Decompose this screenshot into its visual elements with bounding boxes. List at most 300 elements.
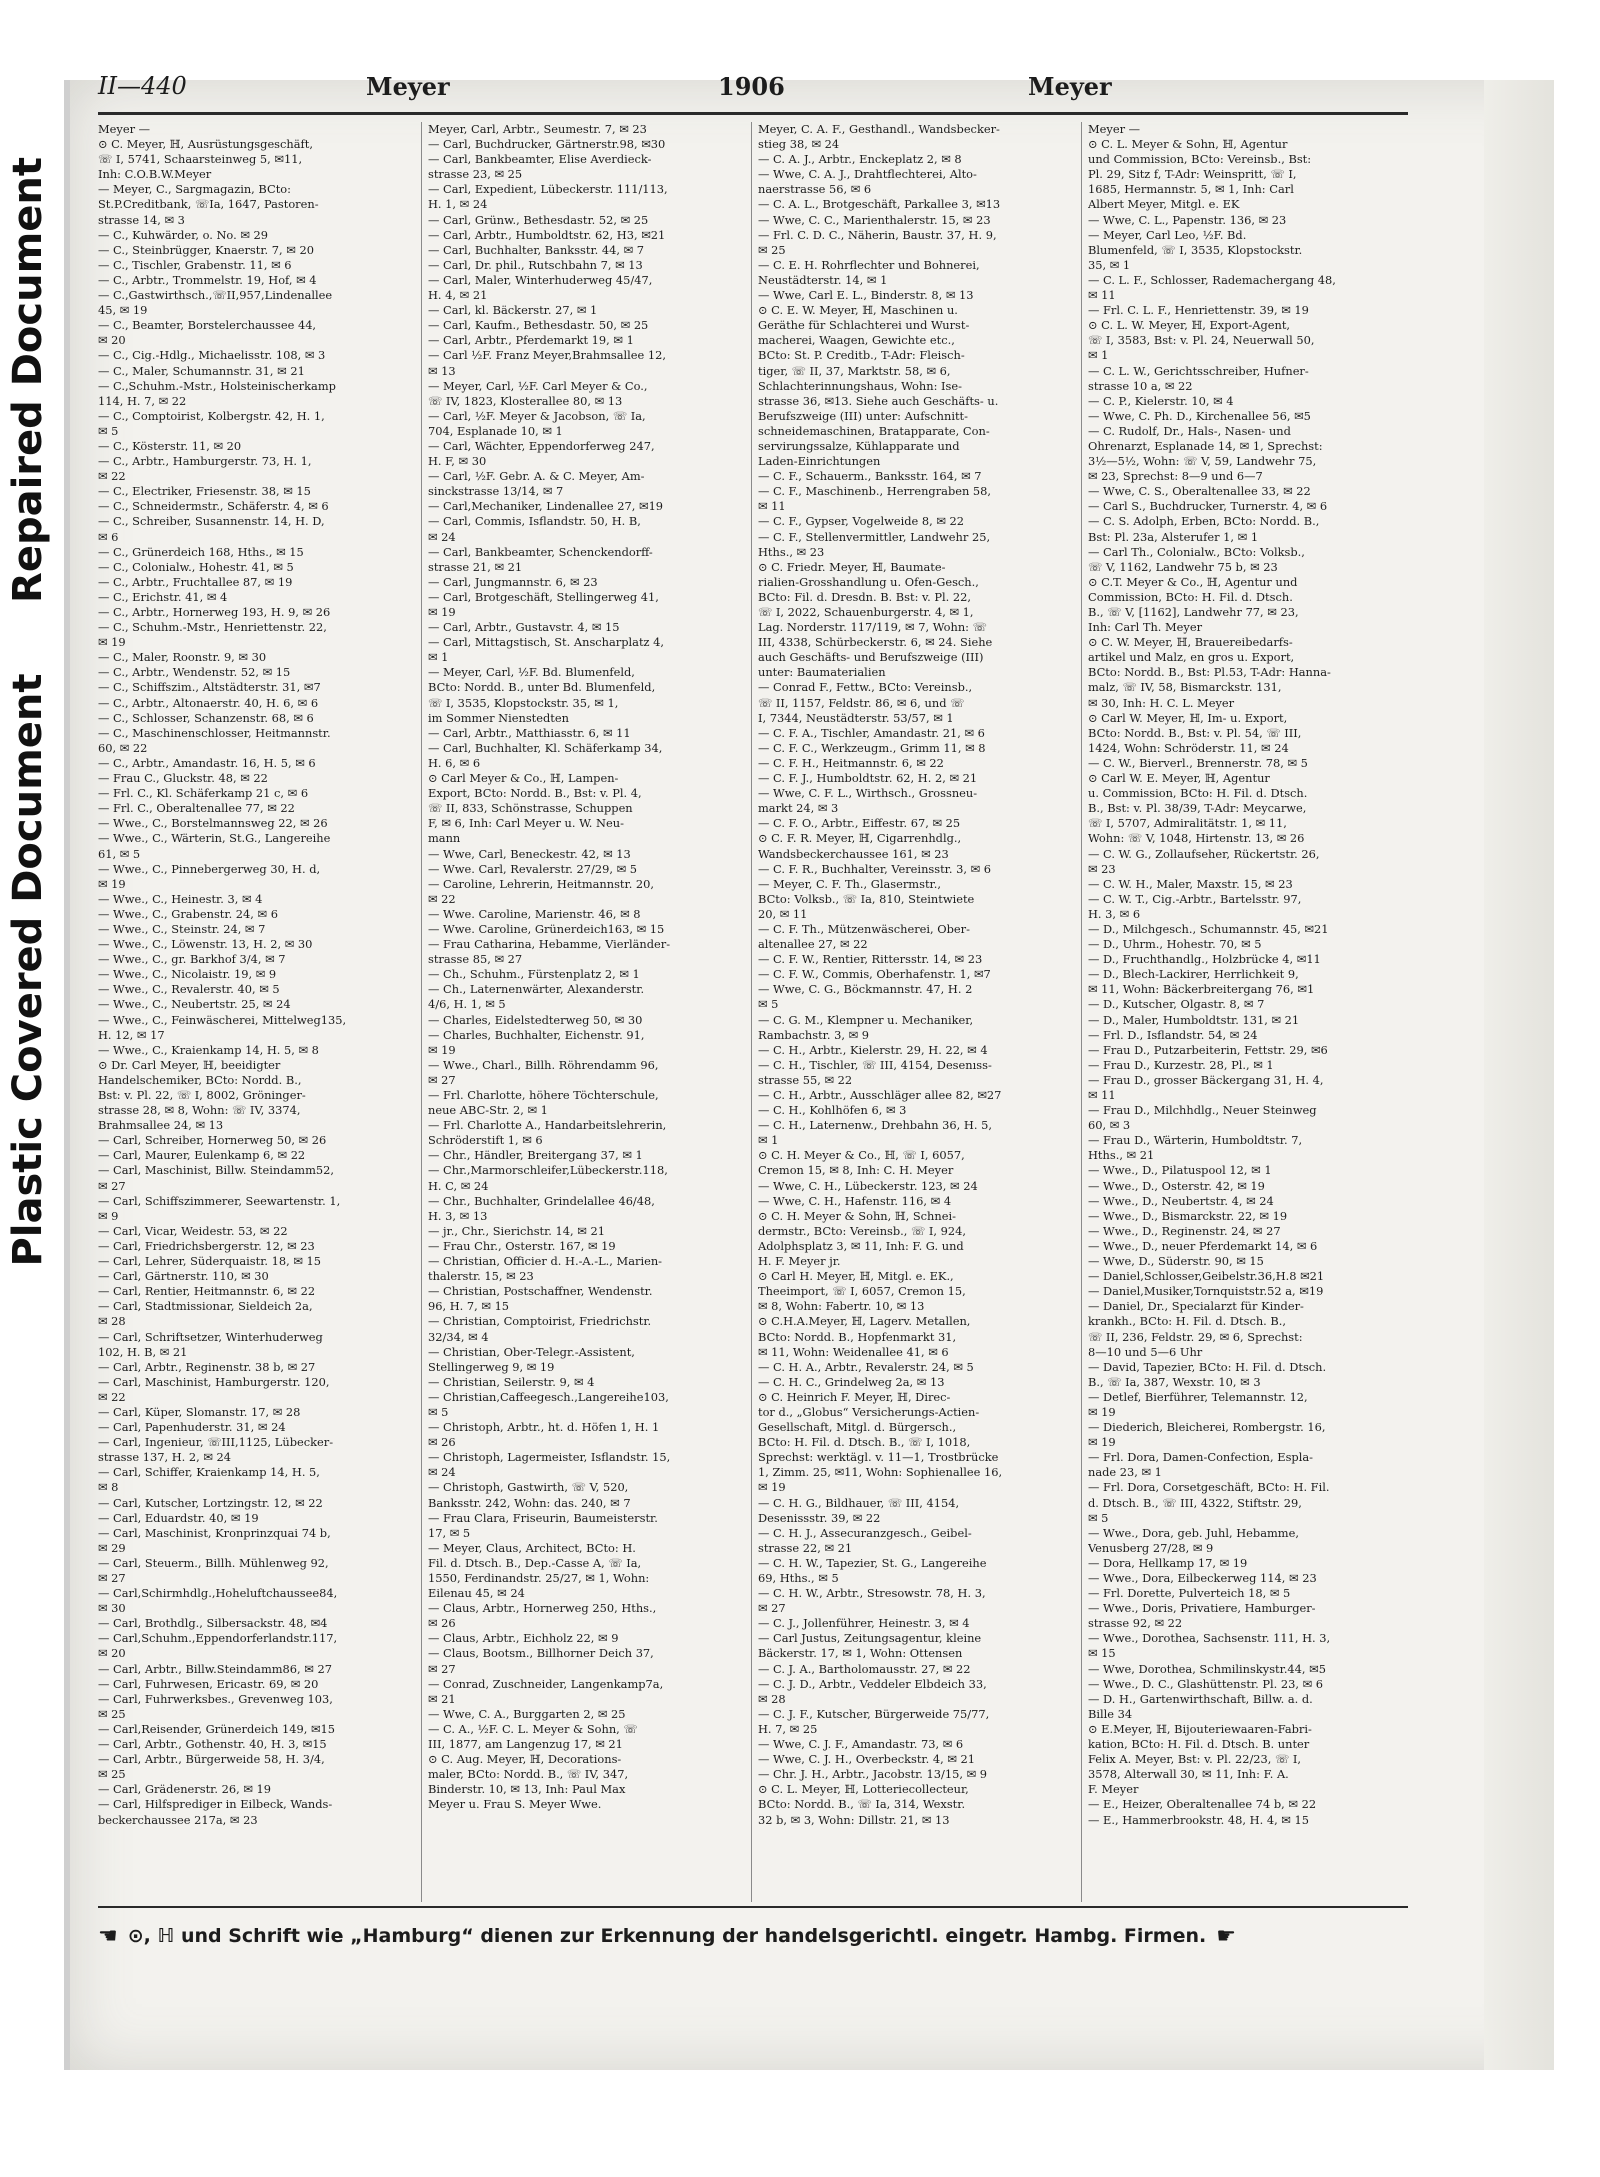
directory-entry-line: — Carl, Arbtr., Gustavstr. 4, ✉ 15 (428, 620, 620, 635)
directory-entry-line: Meyer — (1088, 122, 1141, 136)
directory-entry-line: — Meyer, C. F. Th., Glasermstr., (758, 876, 941, 891)
directory-entry-line: BCto: Nordd. B., Hopfenmarkt 31, (758, 1329, 957, 1344)
directory-entry-line: St.P.Creditbank, ☏Ia, 1647, Pastoren- (98, 197, 319, 212)
directory-entry-line: tor d., „Globus“ Versicherungs-Actien- (758, 1404, 980, 1419)
directory-entry-line: ☏ II, 236, Feldstr. 29, ✉ 6, Sprechst: (1088, 1329, 1303, 1344)
directory-entry-line: ✉ 22 (98, 1389, 126, 1404)
directory-entry-line: — C. W. H., Maler, Maxstr. 15, ✉ 23 (1088, 876, 1293, 891)
directory-entry-line: — Frl. Dorette, Pulverteich 18, ✉ 5 (1088, 1586, 1291, 1601)
directory-entry-line: Schröderstift 1, ✉ 6 (428, 1133, 543, 1148)
directory-entry-line: — Carl Th., Colonialw., BCto: Volksb., (1088, 544, 1305, 559)
directory-entry-line: macherei, Waagen, Gewichte etc., (758, 333, 955, 348)
directory-entry-line: Schlachterinnungshaus, Wohn: Ise- (758, 378, 962, 393)
directory-entry-line: — C., Kuhwärder, o. No. ✉ 29 (98, 227, 268, 242)
page-header (98, 68, 1406, 114)
directory-entry-line: — Wwe, Carl, Beneckestr. 42, ✉ 13 (428, 846, 631, 861)
directory-entry-line: — Carl, Grünw., Bethesdastr. 52, ✉ 25 (428, 212, 649, 227)
directory-entry-line: — Carl, Stadtmissionar, Sieldeich 2a, (98, 1299, 313, 1314)
directory-entry-line: ✉ 22 (428, 891, 456, 906)
directory-entry-line: — Wwe., C., Neubertstr. 25, ✉ 24 (98, 997, 291, 1012)
directory-entry-line: ✉ 26 (428, 1435, 456, 1450)
directory-entry-line: H. F. Meyer jr. (758, 1254, 841, 1269)
directory-entry-line: Lag. Norderstr. 117/119, ✉ 7, Wohn: ☏ (758, 620, 987, 635)
directory-entry-line: — Frl. C., Kl. Schäferkamp 21 c, ✉ 6 (98, 786, 309, 801)
directory-entry-line: — Carl, Schreiber, Hornerweg 50, ✉ 26 (98, 1133, 327, 1148)
directory-column-4 (1088, 122, 1404, 1902)
directory-entry-line: Adolphsplatz 3, ✉ 11, Inh: F. G. und (758, 1238, 964, 1253)
directory-entry-line: — Carl,Schuhm.,Eppendorferlandstr.117, (98, 1631, 338, 1646)
directory-entry-line: — Carl, Kutscher, Lortzingstr. 12, ✉ 22 (98, 1495, 323, 1510)
directory-entry-line: H. 12, ✉ 17 (98, 1027, 165, 1042)
directory-entry-line: Fil. d. Dtsch. B., Dep.-Casse A, ☏ Ia, (428, 1555, 642, 1570)
directory-entry-line: — Frl. C., Oberaltenallee 77, ✉ 22 (98, 801, 295, 816)
directory-entry-line: — C.,Schuhm.-Mstr., Holsteinischerkamp (98, 378, 336, 393)
directory-entry-line: H. 4, ✉ 21 (428, 288, 488, 303)
directory-entry-line: altenallee 27, ✉ 22 (758, 937, 868, 952)
directory-entry-line: 4/6, H. 1, ✉ 5 (428, 997, 506, 1012)
directory-entry-line: — Frau Chr., Osterstr. 167, ✉ 19 (428, 1238, 616, 1253)
directory-entry-line: B., ☏ V, [1162], Landwehr 77, ✉ 23, (1088, 605, 1299, 619)
directory-entry-line: — Frl. C. D. C., Näherin, Baustr. 37, H. 9, (758, 227, 997, 242)
directory-entry-line: — Carl S., Buchdrucker, Turnerstr. 4, ✉ 6 (1088, 499, 1328, 514)
directory-entry-line: — Wwe., C., Borstelmannsweg 22, ✉ 26 (98, 816, 328, 831)
directory-column-2 (428, 122, 744, 1902)
directory-entry-line: — Christian, Ober-Telegr.-Assistent, (428, 1344, 635, 1359)
directory-entry-line: tiger, ☏ II, 37, Marktstr. 58, ✉ 6, (758, 363, 951, 378)
directory-entry-line: F. Meyer (1088, 1782, 1139, 1797)
directory-entry-line: — C. E. H. Rohrflechter und Bohnerei, (758, 257, 980, 272)
directory-entry-line: — C. F. W., Commis, Oberhafenstr. 1, ✉7 (758, 967, 991, 982)
directory-entry-line: und Commission, BCto: Vereinsb., Bst: (1088, 152, 1312, 167)
directory-entry-line: — C.,Gastwirthsch.,☏II,957,Lindenallee (98, 288, 333, 303)
directory-entry-line: — Carl, Expedient, Lübeckerstr. 111/113, (428, 182, 668, 197)
directory-entry-line: — Frau D., Milchhdlg., Neuer Steinweg (1088, 1103, 1317, 1118)
directory-entry-line: — Frau C., Gluckstr. 48, ✉ 22 (98, 771, 268, 786)
page-number: II—440 (98, 72, 187, 100)
directory-entry-line: strasse 10 a, ✉ 22 (1088, 378, 1193, 393)
directory-entry-line: — Carl, kl. Bäckerstr. 27, ✉ 1 (428, 303, 598, 318)
directory-entry-line: — Charles, Buchhalter, Eichenstr. 91, (428, 1027, 645, 1042)
directory-entry-line: ⊙ C. H. Meyer & Co., ℍ, ☏ I, 6057, (758, 1148, 965, 1163)
directory-column-1 (98, 122, 414, 1902)
directory-entry-line: Commission, BCto: H. Fil. d. Dtsch. (1088, 589, 1293, 604)
directory-entry-line: — Wwe, C. J. H., Overbeckstr. 4, ✉ 21 (758, 1752, 975, 1767)
directory-entry-line: ✉ 11, Wohn: Bäckerbreitergang 76, ✉1 (1088, 982, 1315, 997)
directory-entry-line: — C., Grünerdeich 168, Hths., ✉ 15 (98, 544, 304, 559)
directory-entry-line: dermstr., BCto: Vereinsb., ☏ I, 924, (758, 1223, 966, 1238)
directory-entry-line: 3½—5½, Wohn: ☏ V, 59, Landwehr 75, (1088, 454, 1317, 469)
directory-entry-line: — Daniel, Dr., Specialarzt für Kinder- (1088, 1299, 1304, 1314)
directory-entry-line: — jr., Chr., Sierichstr. 14, ✉ 21 (428, 1223, 605, 1238)
directory-entry-line: — C., Maler, Roonstr. 9, ✉ 30 (98, 650, 267, 665)
directory-entry-line: — Chr., Buchhalter, Grindelallee 46/48, (428, 1193, 655, 1208)
directory-entry-line: — Wwe., C., Revalerstr. 40, ✉ 5 (98, 982, 280, 997)
directory-entry-line: H. 3, ✉ 6 (1088, 906, 1141, 921)
directory-entry-line: 96, H. 7, ✉ 15 (428, 1299, 510, 1314)
directory-entry-line: strasse 23, ✉ 25 (428, 167, 523, 182)
directory-entry-line: markt 24, ✉ 3 (758, 801, 839, 816)
directory-entry-line: — C. J. D., Arbtr., Veddeler Elbdeich 33, (758, 1676, 987, 1691)
directory-entry-line: — Carl, Brotgeschäft, Stellingerweg 41, (428, 589, 659, 604)
directory-entry-line: — C. H. G., Bildhauer, ☏ III, 4154, (758, 1495, 960, 1510)
directory-entry-line: ⊙ Carl Meyer & Co., ℍ, Lampen- (428, 771, 619, 786)
directory-entry-line: — Carl Justus, Zeitungsagentur, kleine (758, 1631, 982, 1646)
directory-entry-line: — C. J. A., Bartholomausstr. 27, ✉ 22 (758, 1661, 971, 1676)
directory-entry-line: krankh., BCto: H. Fil. d. Dtsch. B., (1088, 1314, 1287, 1329)
directory-entry-line: — Carl, Jungmannstr. 6, ✉ 23 (428, 574, 598, 589)
directory-entry-line: Export, BCto: Nordd. B., Bst: v. Pl. 4, (428, 786, 642, 801)
directory-entry-line: 1685, Hermannstr. 5, ✉ 1, Inh: Carl (1088, 182, 1294, 197)
directory-entry-line: — C. G. M., Klempner u. Mechaniker, (758, 1012, 974, 1027)
directory-entry-line: Geräthe für Schlachterei und Wurst- (758, 318, 970, 333)
directory-entry-line: — Wwe., C., Heinestr. 3, ✉ 4 (98, 891, 263, 906)
directory-entry-line: ⊙ C. W. Meyer, ℍ, Brauereibedarfs- (1088, 635, 1293, 650)
directory-entry-line: — Carl, Maschinist, Kronprinzquai 74 b, (98, 1525, 331, 1540)
directory-entry-line: F, ✉ 6, Inh: Carl Meyer u. W. Neu- (428, 816, 624, 831)
directory-entry-line: ✉ 9 (98, 1208, 119, 1223)
directory-entry-line: — Wwe., C., Nicolaistr. 19, ✉ 9 (98, 967, 277, 982)
directory-entry-line: H. F, ✉ 30 (428, 454, 487, 469)
directory-entry-line: — C. J., Jollenführer, Heinestr. 3, ✉ 4 (758, 1616, 970, 1631)
directory-entry-line: malz, ☏ IV, 58, Bismarckstr. 131, (1088, 680, 1282, 695)
directory-entry-line: ⊙ C.H.A.Meyer, ℍ, Lagerv. Metallen, (758, 1314, 971, 1329)
directory-entry-line: B., Bst: v. Pl. 38/39, T-Adr: Meycarwe, (1088, 801, 1307, 816)
directory-entry-line: servirungssalze, Kühlapparate und (758, 438, 960, 453)
directory-entry-line: — Carl, Maurer, Eulenkamp 6, ✉ 22 (98, 1148, 306, 1163)
directory-entry-line: — Frl. C. L. F., Henriettenstr. 39, ✉ 19 (1088, 303, 1309, 318)
directory-entry-line: ✉ 1 (758, 1133, 779, 1148)
directory-entry-line: — D., Milchgesch., Schumannstr. 45, ✉21 (1088, 921, 1329, 936)
directory-entry-line: — Wwe., D., Neubertstr. 4, ✉ 24 (1088, 1193, 1274, 1208)
directory-entry-line: ⊙ C. L. W. Meyer, ℍ, Export-Agent, (1088, 318, 1291, 333)
directory-entry-line: — Christoph, Gastwirth, ☏ V, 520, (428, 1480, 629, 1495)
directory-entry-line: — Wwe, C. S., Oberaltenallee 33, ✉ 22 (1088, 484, 1311, 499)
directory-entry-line: ✉ 19 (758, 1480, 786, 1495)
directory-entry-line: Hths., ✉ 23 (758, 544, 825, 559)
directory-entry-line: ⊙ C.T. Meyer & Co., ℍ, Agentur und (1088, 574, 1298, 589)
directory-entry-line: mann (428, 831, 461, 846)
directory-entry-line: I, 7344, Neustädterstr. 53/57, ✉ 1 (758, 710, 954, 725)
directory-entry-line: ⊙ C. F. R. Meyer, ℍ, Cigarrenhdlg., (758, 831, 962, 846)
directory-entry-line: — C. H. W., Tapezier, St. G., Langereihe (758, 1555, 987, 1570)
directory-entry-line: — C. F., Gypser, Vogelweide 8, ✉ 22 (758, 514, 965, 529)
footer-note: ⊙, ℍ und Schrift wie „Hamburg“ dienen zur Erkennung der handelsgerichtl. eingetr. Hambg. Firmen. (127, 1925, 1207, 1947)
directory-entry-line: — C., Maschinenschlosser, Heitmannstr. (98, 725, 331, 740)
directory-entry-line: — Carl ½F. Franz Meyer,Brahmsallee 12, (428, 348, 667, 363)
directory-entry-line: 45, ✉ 19 (98, 303, 148, 318)
directory-entry-line: — Carl, Arbtr., Reginenstr. 38 b, ✉ 27 (98, 1359, 316, 1374)
directory-entry-line: Inh: Carl Th. Meyer (1088, 620, 1203, 635)
directory-entry-line: ✉ 27 (98, 1178, 126, 1193)
directory-entry-line: — Wwe., C., Kraienkamp 14, H. 5, ✉ 8 (98, 1042, 319, 1057)
directory-entry-line: — Chr.,Marmorschleifer,Lübeckerstr.118, (428, 1163, 668, 1178)
directory-entry-line: — Carl, Rentier, Heitmannstr. 6, ✉ 22 (98, 1284, 316, 1299)
directory-entry-line: ⊙ C. Heinrich F. Meyer, ℍ, Direc- (758, 1389, 951, 1404)
repaired-document-label: Repaired Document (5, 157, 51, 603)
pointing-hand-icon: ☛ (1216, 1923, 1236, 1949)
directory-entry-line: Bst: Pl. 23a, Alsterufer 1, ✉ 1 (1088, 529, 1259, 544)
directory-entry-line: u. Commission, BCto: H. Fil. d. Dtsch. (1088, 786, 1308, 801)
directory-entry-line: ✉ 22 (98, 469, 126, 484)
directory-entry-line: — Meyer, Claus, Architect, BCto: H. (428, 1540, 636, 1555)
directory-entry-line: — Carl, Grädenerstr. 26, ✉ 19 (98, 1782, 271, 1797)
directory-entry-line: ✉ 19 (98, 635, 126, 650)
directory-entry-line: ✉ 27 (98, 1571, 126, 1585)
directory-entry-line: ✉ 1 (428, 650, 449, 665)
directory-entry-line: — Wwe., C., Löwenstr. 13, H. 2, ✉ 30 (98, 937, 313, 952)
directory-entry-line: — Daniel,Musiker,Tornquiststr.52 a, ✉19 (1088, 1284, 1324, 1299)
directory-entry-line: — C., Steinbrügger, Knaerstr. 7, ✉ 20 (98, 242, 314, 257)
directory-entry-line: — David, Tapezier, BCto: H. Fil. d. Dtsch. (1088, 1359, 1327, 1374)
directory-entry-line: ⊙ C. Friedr. Meyer, ℍ, Baumate- (758, 559, 946, 574)
directory-entry-line: ⊙ C. E. W. Meyer, ℍ, Maschinen u. (758, 303, 958, 318)
directory-entry-line: Handelschemiker, BCto: Nordd. B., (98, 1072, 302, 1087)
directory-entry-line: — C., Electriker, Friesenstr. 38, ✉ 15 (98, 484, 311, 499)
directory-entry-line: 1550, Ferdinandstr. 25/27, ✉ 1, Wohn: (428, 1571, 650, 1585)
directory-entry-line: — Wwe., C., Wärterin, St.G., Langereihe (98, 831, 331, 846)
directory-entry-line: — C. H. A., Arbtr., Revalerstr. 24, ✉ 5 (758, 1359, 974, 1374)
directory-entry-line: ✉ 28 (758, 1691, 786, 1706)
directory-entry-line: BCto: Nordd. B., Bst: v. Pl. 54, ☏ III, (1088, 725, 1302, 740)
directory-entry-line: — Carl, Eduardstr. 40, ✉ 19 (98, 1510, 259, 1525)
directory-entry-line: — Carl, Buchdrucker, Gärtnerstr.98, ✉30 (428, 137, 666, 152)
directory-entry-line: — Carl, ½F. Gebr. A. & C. Meyer, Am- (428, 469, 645, 484)
directory-entry-line: ✉ 30 (98, 1601, 126, 1616)
directory-entry-line: — Carl, Steuerm., Billh. Mühlenweg 92, (98, 1555, 329, 1570)
directory-entry-line: Ohrenarzt, Esplanade 14, ✉ 1, Sprechst: (1088, 438, 1323, 453)
directory-entry-line: ✉ 15 (1088, 1646, 1116, 1661)
directory-entry-line: — Carl, Papenhuderstr. 31, ✉ 24 (98, 1420, 286, 1435)
directory-entry-line: — C., Schreiber, Susannenstr. 14, H. D, (98, 514, 325, 529)
directory-entry-line: H. 1, ✉ 24 (428, 197, 488, 212)
directory-entry-line: — C. S. Adolph, Erben, BCto: Nordd. B., (1088, 514, 1320, 529)
directory-entry-line: — C., Arbtr., Altonaerstr. 40, H. 6, ✉ 6 (98, 695, 319, 710)
directory-entry-line: — C. F. H., Heitmannstr. 6, ✉ 22 (758, 755, 944, 770)
directory-entry-line: 704, Esplanade 10, ✉ 1 (428, 423, 563, 438)
directory-entry-line: BCto: Nordd. B., ☏ Ia, 314, Wexstr. (758, 1797, 966, 1812)
directory-entry-line: — Christian, Officier d. H.-A.-L., Marien- (428, 1254, 663, 1269)
directory-entry-line: Bst: v. Pl. 22, ☏ I, 8002, Gröninger- (98, 1088, 306, 1102)
directory-entry-line: 60, ✉ 3 (1088, 1118, 1131, 1133)
directory-entry-line: — Wwe., D., Pilatuspool 12, ✉ 1 (1088, 1163, 1272, 1178)
footer-rule (98, 1906, 1408, 1908)
directory-entry-line: — Carl, Lehrer, Süderquaistr. 18, ✉ 15 (98, 1254, 322, 1269)
directory-entry-line: Stellingerweg 9, ✉ 19 (428, 1359, 555, 1374)
directory-entry-line: — C., Arbtr., Fruchtallee 87, ✉ 19 (98, 574, 293, 589)
directory-entry-line: — C. W. G., Zollaufseher, Rückertstr. 26, (1088, 846, 1320, 861)
directory-entry-line: — Frau Catharina, Hebamme, Vierländer- (428, 937, 671, 952)
directory-entry-line: ✉ 8 (98, 1480, 119, 1495)
directory-entry-line: — C. W. T., Cig.-Arbtr., Bartelsstr. 97, (1088, 891, 1302, 906)
directory-entry-line: ☏ I, 2022, Schauenburgerstr. 4, ✉ 1, (758, 605, 974, 619)
directory-entry-line: — Wwe, Dorothea, Schmilinskystr.44, ✉5 (1088, 1661, 1326, 1676)
directory-entry-line: 3578, Alterwall 30, ✉ 11, Inh: F. A. (1088, 1767, 1289, 1782)
directory-entry-line: — Carl, Maler, Winterhuderweg 45/47, (428, 272, 653, 287)
directory-entry-line: — Wwe, C. J. F., Amandastr. 73, ✉ 6 (758, 1737, 964, 1752)
directory-entry-line: — Carl, Hilfsprediger in Eilbeck, Wands- (98, 1797, 333, 1812)
directory-entry-line: — Carl, Kaufm., Bethesdastr. 50, ✉ 25 (428, 318, 649, 333)
directory-entry-line: ✉ 8, Wohn: Fabertr. 10, ✉ 13 (758, 1299, 925, 1314)
directory-entry-line: — Christian, Comptoirist, Friedrichstr. (428, 1314, 652, 1329)
directory-entry-line: — Conrad, Zuschneider, Langenkamp7a, (428, 1676, 664, 1691)
directory-entry-line: — C. H., Laternenw., Drehbahn 36, H. 5, (758, 1118, 992, 1133)
directory-entry-line: — C., Maler, Schumannstr. 31, ✉ 21 (98, 363, 305, 378)
directory-entry-line: 17, ✉ 5 (428, 1525, 471, 1540)
directory-entry-line: — D., Kutscher, Olgastr. 8, ✉ 7 (1088, 997, 1265, 1012)
directory-entry-line: 1424, Wohn: Schröderstr. 11, ✉ 24 (1088, 740, 1289, 755)
directory-entry-line: — Carl,Mechaniker, Lindenallee 27, ✉19 (428, 499, 664, 514)
archive-side-labels (0, 100, 56, 1280)
directory-entry-line: Meyer u. Frau S. Meyer Wwe. (428, 1797, 602, 1812)
directory-entry-line: rialien-Grosshandlung u. Ofen-Gesch., (758, 574, 979, 589)
directory-entry-line: — C., Arbtr., Trommelstr. 19, Hof, ✉ 4 (98, 272, 317, 287)
directory-entry-line: — Claus, Arbtr., Eichholz 22, ✉ 9 (428, 1631, 619, 1646)
directory-entry-line: ✉ 25 (98, 1767, 126, 1782)
directory-entry-line: — Meyer, C., Sargmagazin, BCto: (98, 182, 291, 197)
directory-entry-line: — Chr. J. H., Arbtr., Jacobstr. 13/15, ✉ 9 (758, 1767, 988, 1782)
directory-entry-line: — Carl, Bankbeamter, Elise Averdieck- (428, 152, 652, 167)
directory-entry-line: ✉ 27 (758, 1601, 786, 1616)
directory-entry-line: strasse 55, ✉ 22 (758, 1072, 853, 1087)
directory-entry-line: — Frau D., Putzarbeiterin, Fettstr. 29, ✉6 (1088, 1042, 1328, 1057)
directory-entry-line: — C. F. C., Werkzeugm., Grimm 11, ✉ 8 (758, 740, 986, 755)
column-divider (751, 122, 752, 1902)
directory-entry-line: — Wwe., D., Osterstr. 42, ✉ 19 (1088, 1178, 1265, 1193)
directory-entry-line: — C. L. W., Gerichtsschreiber, Hufner- (1088, 363, 1309, 378)
directory-entry-line: Binderstr. 10, ✉ 13, Inh: Paul Max (428, 1782, 626, 1797)
directory-entry-line: — C., Beamter, Borstelerchaussee 44, (98, 318, 317, 333)
directory-entry-line: d. Dtsch. B., ☏ III, 4322, Stiftstr. 29, (1088, 1495, 1302, 1510)
directory-entry-line: — Wwe., Doris, Privatiere, Hamburger- (1088, 1601, 1316, 1616)
directory-entry-line: — Carl, Küper, Slomanstr. 17, ✉ 28 (98, 1404, 301, 1419)
directory-entry-line: — Diederich, Bleicherei, Rombergstr. 16, (1088, 1420, 1326, 1435)
directory-entry-line: ✉ 27 (428, 1072, 456, 1087)
directory-entry-line: strasse 21, ✉ 21 (428, 559, 523, 574)
directory-entry-line: 1, Zimm. 25, ✉11, Wohn: Sophienallee 16, (758, 1465, 1003, 1480)
directory-entry-line: naerstrasse 56, ✉ 6 (758, 182, 872, 197)
directory-entry-line: — Wwe. Carl, Revalerstr. 27/29, ✉ 5 (428, 861, 637, 876)
directory-entry-line: 114, H. 7, ✉ 22 (98, 393, 187, 408)
directory-entry-line: — C. H., Arbtr., Kielerstr. 29, H. 22, ✉ 4 (758, 1042, 988, 1057)
directory-entry-line: — Carl, Dr. phil., Rutschbahn 7, ✉ 13 (428, 257, 643, 272)
directory-entry-line: — C. H. W., Arbtr., Stresowstr. 78, H. 3, (758, 1586, 986, 1601)
directory-entry-line: ✉ 11, Wohn: Weidenallee 41, ✉ 6 (758, 1344, 949, 1359)
directory-entry-line: ✉ 23, Sprechst: 8—9 und 6—7 (1088, 469, 1263, 484)
directory-entry-line: 69, Hths., ✉ 5 (758, 1571, 839, 1585)
directory-entry-line: ⊙ C. H. Meyer & Sohn, ℍ, Schnei- (758, 1208, 956, 1223)
directory-entry-line: — C. H. J., Assecuranzgesch., Geibel- (758, 1525, 972, 1540)
directory-entry-line: ✉ 11 (1088, 1088, 1116, 1102)
directory-entry-line: — C., Schlosser, Schanzenstr. 68, ✉ 6 (98, 710, 314, 725)
directory-entry-line: ✉ 13 (428, 363, 456, 378)
directory-entry-line: H. 6, ✉ 6 (428, 755, 481, 770)
directory-entry-line: — C. Rudolf, Dr., Hals-, Nasen- und (1088, 423, 1291, 438)
directory-entry-line: — Christian, Postschaffner, Wendenstr. (428, 1284, 653, 1299)
directory-entry-line: BCto: Nordd. B., unter Bd. Blumenfeld, (428, 680, 656, 695)
directory-entry-line: — C., Comptoirist, Kolbergstr. 42, H. 1, (98, 408, 325, 423)
directory-entry-line: — Carl, Bankbeamter, Schenckendorff- (428, 544, 653, 559)
directory-entry-line: auch Geschäfts- und Berufszweige (III) (758, 650, 984, 665)
directory-entry-line: — Dora, Hellkamp 17, ✉ 19 (1088, 1555, 1248, 1570)
directory-entry-line: — Carl,Schirmhdlg.,Hoheluftchaussee84, (98, 1586, 338, 1601)
directory-entry-line: — C. A., ½F. C. L. Meyer & Sohn, ☏ (428, 1721, 638, 1736)
directory-entry-line: Banksstr. 242, Wohn: das. 240, ✉ 7 (428, 1495, 631, 1510)
directory-entry-line: — E., Heizer, Oberaltenallee 74 b, ✉ 22 (1088, 1797, 1317, 1812)
directory-entry-line: — C. A. L., Brotgeschäft, Parkallee 3, ✉13 (758, 197, 1001, 212)
directory-entry-line: — Wwe., Charl., Billh. Röhrendamm 96, (428, 1057, 659, 1072)
directory-entry-line: B., ☏ Ia, 387, Wexstr. 10, ✉ 3 (1088, 1374, 1261, 1389)
directory-entry-line: beckerchaussee 217a, ✉ 23 (98, 1812, 258, 1827)
directory-entry-line: — Wwe., D., Bismarckstr. 22, ✉ 19 (1088, 1208, 1288, 1223)
directory-entry-line: — Carl, Schiffszimmerer, Seewartenstr. 1, (98, 1193, 341, 1208)
directory-entry-line: ✉ 26 (428, 1616, 456, 1631)
directory-entry-line: — Carl, Arbtr., Humboldtstr. 62, H3, ✉21 (428, 227, 666, 242)
directory-entry-line: — C. F. O., Arbtr., Eiffestr. 67, ✉ 25 (758, 816, 961, 831)
directory-entry-line: — C. F., Schauerm., Banksstr. 164, ✉ 7 (758, 469, 982, 484)
directory-entry-line: — Carl, ½F. Meyer & Jacobson, ☏ Ia, (428, 408, 646, 423)
directory-entry-line: — Charles, Eidelstedterweg 50, ✉ 30 (428, 1012, 643, 1027)
directory-entry-line: — D. H., Gartenwirthschaft, Billw. a. d. (1088, 1691, 1313, 1706)
directory-entry-line: — C., Schneidermstr., Schäferstr. 4, ✉ 6 (98, 499, 329, 514)
directory-entry-line: — Carl,Reisender, Grünerdeich 149, ✉15 (98, 1721, 336, 1736)
directory-entry-line: Desenissstr. 39, ✉ 22 (758, 1510, 881, 1525)
directory-entry-line: ✉ 11 (1088, 288, 1116, 303)
running-head-name-right: Meyer (1028, 72, 1112, 101)
directory-entry-line: — C., Tischler, Grabenstr. 11, ✉ 6 (98, 257, 292, 272)
directory-entry-line: 8—10 und 5—6 Uhr (1088, 1344, 1203, 1359)
directory-entry-line: ✉ 5 (1088, 1510, 1109, 1525)
directory-entry-line: ⊙ Carl W. E. Meyer, ℍ, Agentur (1088, 771, 1270, 786)
directory-entry-line: — C. H., Arbtr., Ausschläger allee 82, ✉27 (758, 1088, 1002, 1102)
directory-entry-line: 32/34, ✉ 4 (428, 1329, 489, 1344)
directory-entry-line: — Carl, Vicar, Weidestr. 53, ✉ 22 (98, 1223, 288, 1238)
directory-entry-line: H. C, ✉ 24 (428, 1178, 489, 1193)
directory-entry-line: ⊙ Carl W. Meyer, ℍ, Im- u. Export, (1088, 710, 1288, 725)
directory-entry-line: BCto: H. Fil. d. Dtsch. B., ☏ I, 1018, (758, 1435, 971, 1450)
directory-entry-line: — Wwe. Caroline, Marienstr. 46, ✉ 8 (428, 906, 641, 921)
directory-entry-line: — Frl. Dora, Corsetgeschäft, BCto: H. Fil. (1088, 1480, 1330, 1495)
directory-entry-line: — C. F. W., Rentier, Rittersstr. 14, ✉ 23 (758, 952, 983, 967)
directory-entry-line: ✉ 24 (428, 529, 456, 544)
directory-column-3 (758, 122, 1074, 1902)
directory-entry-line: ⊙ C. L. Meyer & Sohn, ℍ, Agentur (1088, 137, 1288, 152)
directory-entry-line: — C. L. F., Schlosser, Rademachergang 48, (1088, 272, 1336, 287)
directory-entry-line: — Carl, Arbtr., Bürgerweide 58, H. 3/4, (98, 1752, 325, 1767)
directory-entry-line: — Frl. Charlotte A., Handarbeitslehrerin, (428, 1118, 667, 1133)
directory-entry-line: — Wwe, C. G., Böckmannstr. 47, H. 2 (758, 982, 973, 997)
directory-entry-line: — Wwe., C., Grabenstr. 24, ✉ 6 (98, 906, 278, 921)
directory-entry-line: ⊙ C. L. Meyer, ℍ, Lotteriecollecteur, (758, 1782, 969, 1797)
directory-entry-line: — C. F., Stellenvermittler, Landwehr 25, (758, 529, 991, 544)
directory-entry-line: — C. H., Tischler, ☏ III, 4154, Desenıss- (758, 1057, 992, 1072)
directory-entry-line: ✉ 19 (428, 605, 456, 619)
directory-entry-line: — Wwe., Dorothea, Sachsenstr. 111, H. 3, (1088, 1631, 1331, 1646)
directory-entry-line: strasse 137, H. 2, ✉ 24 (98, 1450, 232, 1465)
directory-entry-line: — Wwe., C., Feinwäscherei, Mittelweg135, (98, 1012, 347, 1027)
column-divider (1081, 122, 1082, 1902)
directory-entry-line: Berufszweige (III) unter: Aufschnitt- (758, 408, 968, 423)
directory-entry-line: — Daniel,Schlosser,Geibelstr.36,H.8 ✉21 (1088, 1269, 1325, 1284)
directory-entry-line: — Wwe., C., Pinnebergerweg 30, H. d, (98, 861, 321, 876)
directory-entry-line: — E., Hammerbrookstr. 48, H. 4, ✉ 15 (1088, 1812, 1309, 1827)
directory-entry-line: — D., Maler, Humboldtstr. 131, ✉ 21 (1088, 1012, 1300, 1027)
directory-entry-line: Meyer, Carl, Arbtr., Seumestr. 7, ✉ 23 (428, 122, 647, 136)
directory-entry-line: — C., Cig.-Hdlg., Michaelisstr. 108, ✉ 3 (98, 348, 326, 363)
directory-entry-line: Rambachstr. 3, ✉ 9 (758, 1027, 869, 1042)
directory-entry-line: strasse 36, ✉13. Siehe auch Geschäfts- u. (758, 393, 999, 408)
directory-entry-line: — Carl, Gärtnerstr. 110, ✉ 30 (98, 1269, 269, 1284)
directory-entry-line: — C. F. A., Tischler, Amandastr. 21, ✉ 6 (758, 725, 985, 740)
